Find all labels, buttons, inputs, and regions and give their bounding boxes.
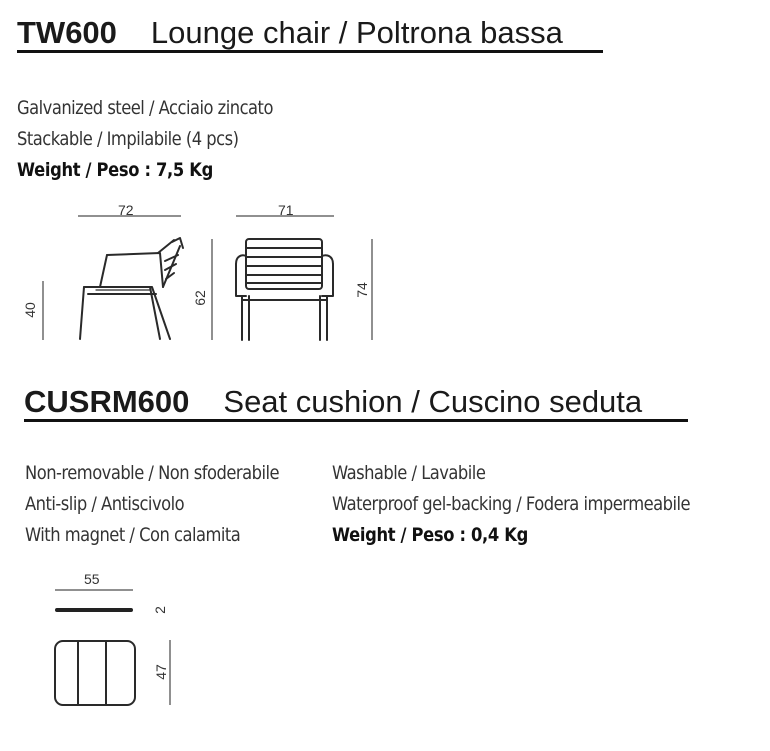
seat-height-label: 40 [21, 302, 38, 318]
product1-spec-material: Galvanized steel / Acciaio zincato [17, 97, 273, 119]
cushion-depth-label: 47 [152, 664, 169, 680]
product2-spec-magnet: With magnet / Con calamita [25, 524, 241, 546]
product1-spec-stackable: Stackable / Impilabile (4 pcs) [17, 128, 239, 150]
front-width-label: 71 [278, 202, 294, 218]
product2-heading [24, 384, 642, 420]
side-width-label: 72 [118, 202, 134, 218]
product1-weight: Weight / Peso : 7,5 Kg [17, 159, 213, 181]
product1-title: Lounge chair / Poltrona bassa [150, 15, 563, 50]
product2-weight: Weight / Peso : 0,4 Kg [332, 524, 528, 546]
product2-title: Seat cushion / Cuscino seduta [223, 384, 643, 419]
chair-front-view [236, 239, 333, 340]
cushion-thickness-label: 2 [151, 606, 168, 614]
product1-code: TW600 [17, 15, 117, 50]
cushion-top-view [55, 641, 135, 705]
product2-spec-washable: Washable / Lavabile [332, 462, 486, 484]
chair-side-view [80, 238, 183, 339]
total-height-label: 74 [353, 282, 370, 298]
product2-spec-antislip: Anti-slip / Antiscivolo [25, 493, 185, 515]
product2-code: CUSRM600 [24, 384, 190, 419]
product2-spec-removable: Non-removable / Non sfoderabile [25, 462, 280, 484]
arm-height-label: 62 [191, 290, 208, 306]
cushion-width-label: 55 [84, 571, 100, 587]
product2-heading-rule [24, 419, 688, 422]
product2-spec-waterproof: Waterproof gel-backing / Fodera impermeabile [332, 493, 691, 515]
